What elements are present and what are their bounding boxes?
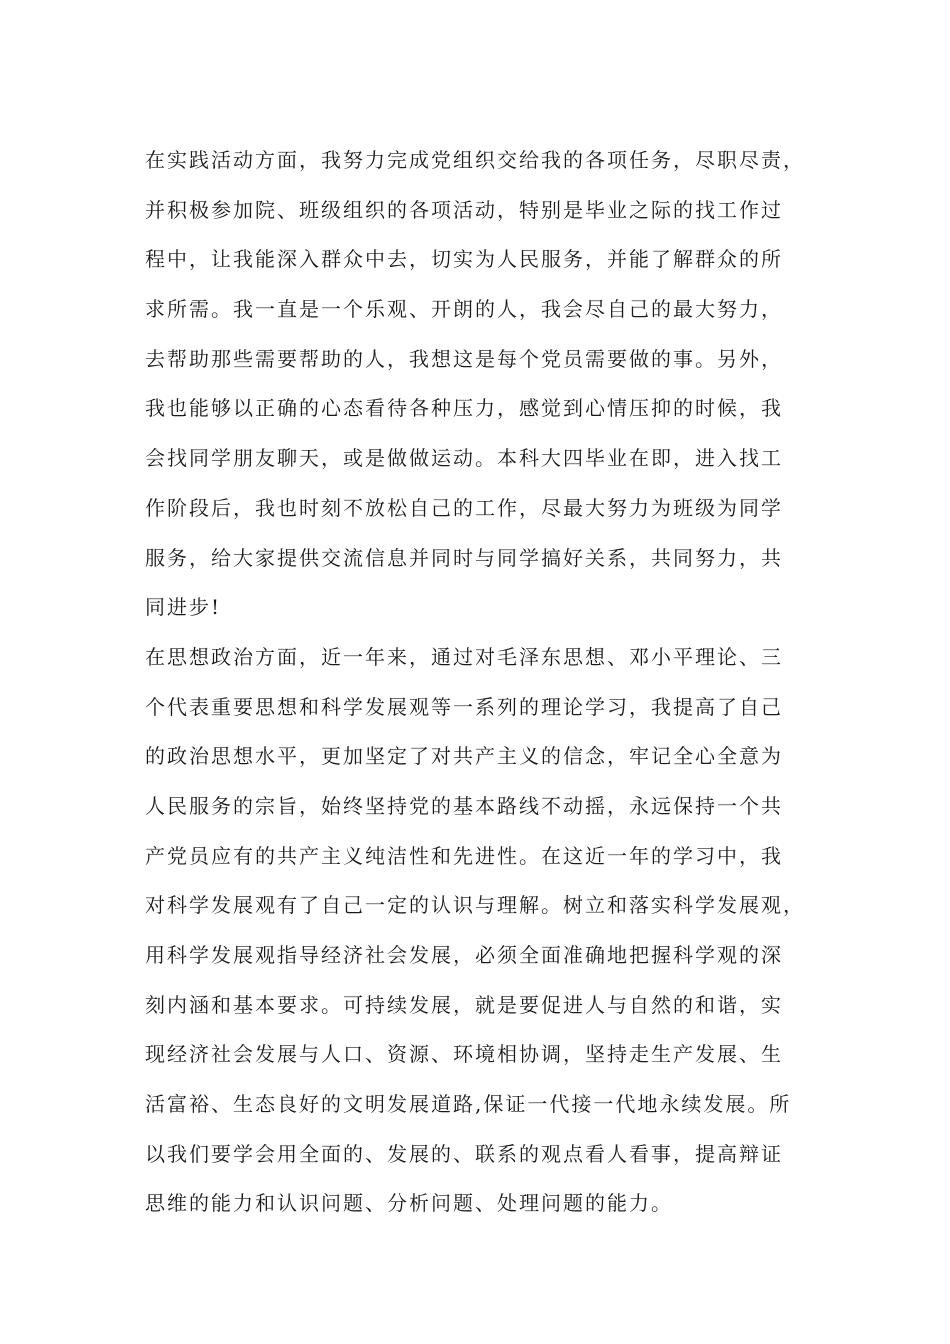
paragraph-political-thought <box>145 633 845 1229</box>
text-line: 程中，让我能深入群众中去，切实为人民服务，并能了解群众的所 <box>145 247 783 272</box>
text-line: 思维的能力和认识问题、分析问题、处理问题的能力。 <box>145 1191 673 1216</box>
text-line: 以我们要学会用全面的、发展的、联系的观点看人看事，提高辩证 <box>145 1141 783 1166</box>
text-line: 用科学发展观指导经济社会发展，必须全面准确地把握科学观的深 <box>145 943 783 967</box>
text-line: 产党员应有的共产主义纯洁性和先进性。在这近一年的学习中，我 <box>145 843 783 868</box>
text-line: 刻内涵和基本要求。可持续发展，就是要促进人与自然的和谐，实 <box>145 992 783 1017</box>
text-line: 会找同学朋友聊天，或是做做运动。本科大四毕业在即，进入找工 <box>145 446 783 471</box>
text-line: 的政治思想水平，更加坚定了对共产主义的信念，牢记全心全意为 <box>145 744 783 769</box>
text-line: 对科学发展观有了自己一定的认识与理解。树立和落实科学发展观， <box>145 893 805 918</box>
text-line: 我也能够以正确的心态看待各种压力，感觉到心情压抑的时候，我 <box>145 396 783 421</box>
text-line: 同进步! <box>145 595 222 620</box>
text-line: 人民服务的宗旨，始终坚持党的基本路线不动摇，永远保持一个共 <box>145 793 783 818</box>
text-line: 作阶段后，我也时刻不放松自己的工作，尽最大努力为班级为同学 <box>145 495 783 520</box>
text-line: 个代表重要思想和科学发展观等一系列的理论学习，我提高了自己 <box>145 694 783 719</box>
text-line: 服务，给大家提供交流信息并同时与同学搞好关系，共同努力，共 <box>145 545 783 570</box>
text-line: 在思想政治方面，近一年来，通过对毛泽东思想、邓小平理论、三 <box>145 644 783 669</box>
text-line: 去帮助那些需要帮助的人，我想这是每个党员需要做的事。另外， <box>145 346 783 371</box>
text-line: 求所需。我一直是一个乐观、开朗的人，我会尽自己的最大努力， <box>145 297 783 322</box>
paragraph-practice-activities <box>145 136 845 633</box>
text-line: 现经济社会发展与人口、资源、环境相协调，坚持走生产发展、生 <box>145 1042 783 1067</box>
text-line: 活富裕、生态良好的文明发展道路,保证一代接一代地永续发展。所 <box>145 1092 792 1117</box>
text-line: 在实践活动方面，我努力完成党组织交给我的各项任务，尽职尽责， <box>145 148 805 172</box>
document-page <box>145 136 845 1229</box>
text-line: 并积极参加院、班级组织的各项活动，特别是毕业之际的找工作过 <box>145 197 783 222</box>
